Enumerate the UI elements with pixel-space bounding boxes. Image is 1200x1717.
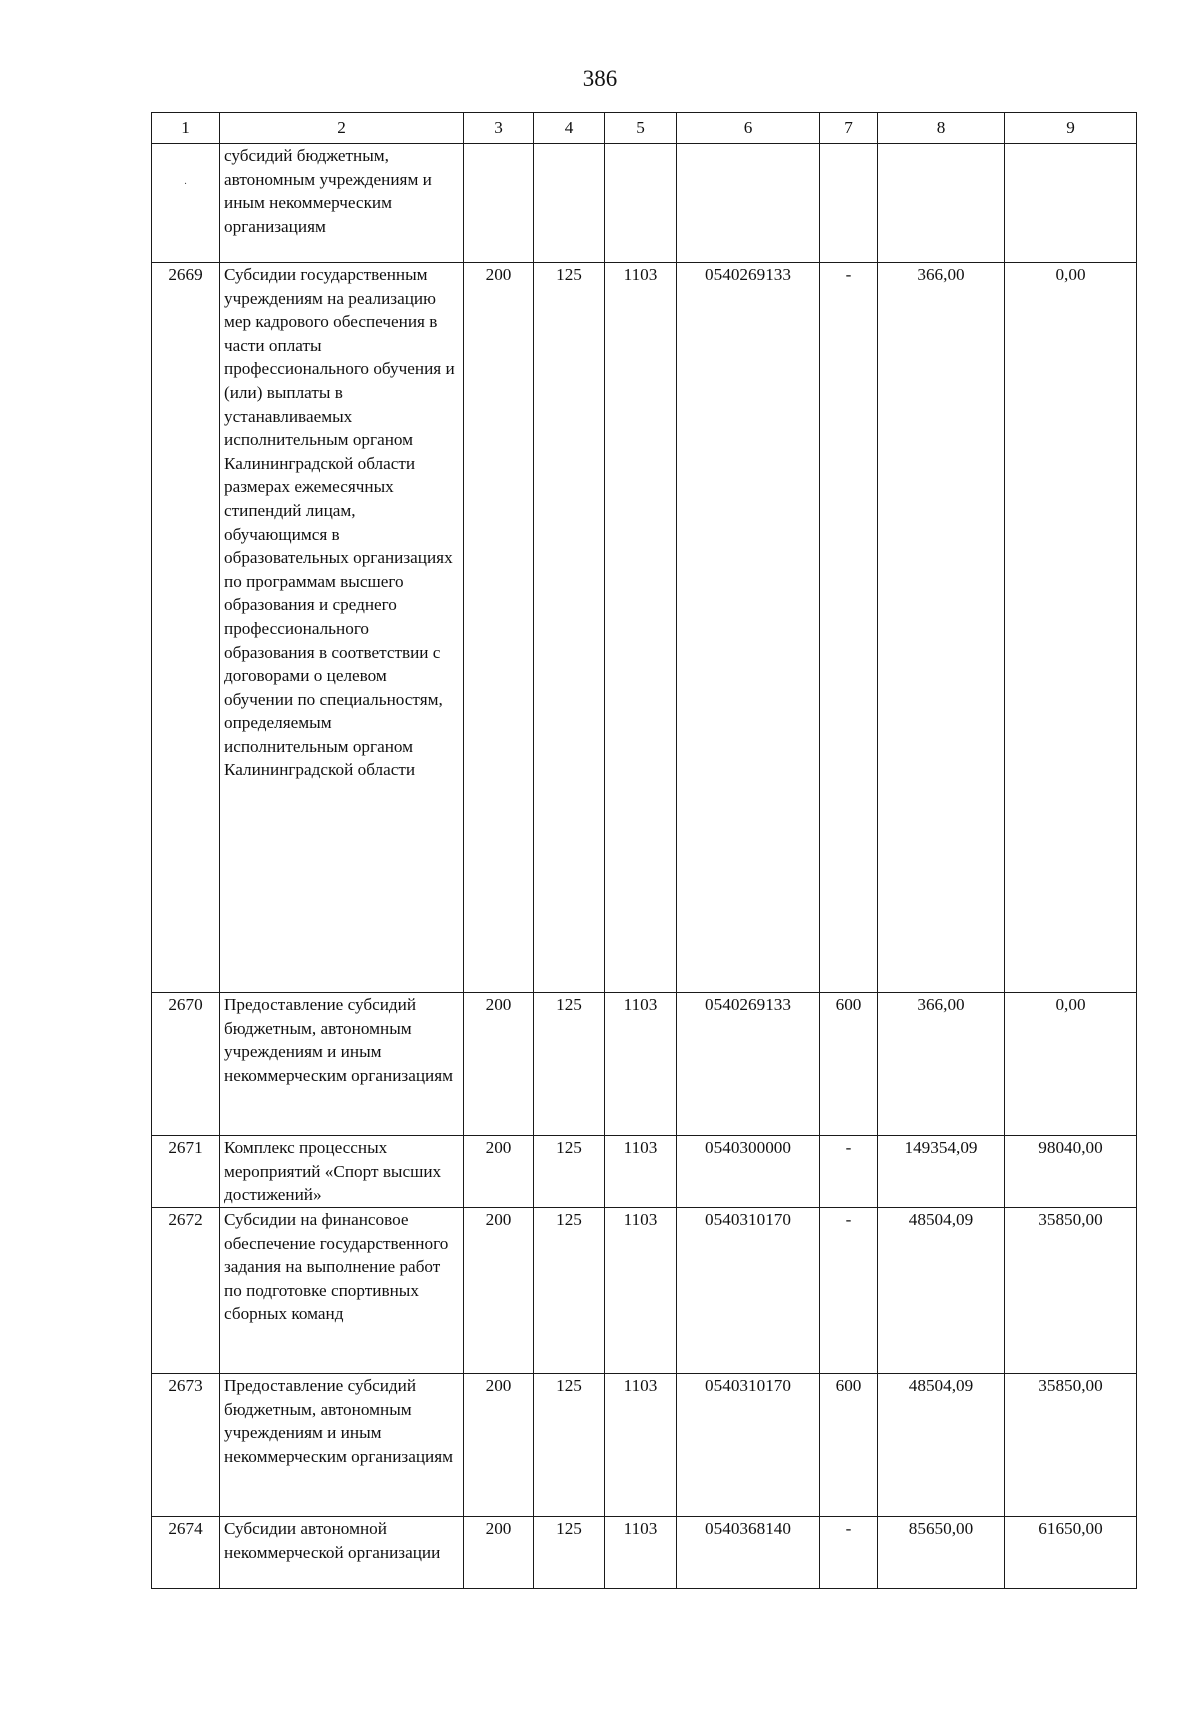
cell-col7: 600 (820, 1374, 878, 1517)
cell (878, 144, 1005, 263)
cell-col6: 0540269133 (677, 263, 820, 993)
row-number-cell: 2674 (152, 1517, 220, 1589)
cell (464, 144, 534, 263)
page-number: 386 (582, 66, 618, 91)
cell-col6: 0540368140 (677, 1517, 820, 1589)
cell (534, 144, 605, 263)
row-name-cell: Предоставление субсидий бюджетным, автономным учреждениям и иным некоммерческим организациям (220, 993, 464, 1136)
cell-col5: 1103 (605, 1374, 677, 1517)
cell-col5: 1103 (605, 263, 677, 993)
cell-col8: 85650,00 (878, 1517, 1005, 1589)
row-name-cell: Субсидии на финансовое обеспечение государственного задания на выполнение работ по подготовке спортивных сборных команд (220, 1208, 464, 1374)
cell-col3: 200 (464, 263, 534, 993)
cell-col9: 0,00 (1005, 263, 1137, 993)
cell-col9: 98040,00 (1005, 1136, 1137, 1208)
cell (677, 144, 820, 263)
column-header: 3 (464, 113, 534, 144)
cell-col6: 0540300000 (677, 1136, 820, 1208)
cell-col9: 35850,00 (1005, 1374, 1137, 1517)
cell-col3: 200 (464, 1136, 534, 1208)
cell-col5: 1103 (605, 1136, 677, 1208)
column-header: 5 (605, 113, 677, 144)
cell-col7: - (820, 263, 878, 993)
row-name-cell: Субсидии автономной некоммерческой организации (220, 1517, 464, 1589)
cell-col3: 200 (464, 1208, 534, 1374)
cell-col5: 1103 (605, 1517, 677, 1589)
cell-col7: - (820, 1517, 878, 1589)
table-row (152, 263, 1137, 993)
row-name-cell: Предоставление субсидий бюджетным, автономным учреждениям и иным некоммерческим организациям (220, 1374, 464, 1517)
cell-col4: 125 (534, 1136, 605, 1208)
table-row (152, 1208, 1137, 1374)
column-header: 7 (820, 113, 878, 144)
row-number-cell: 2673 (152, 1374, 220, 1517)
column-header: 2 (220, 113, 464, 144)
table-row (152, 1374, 1137, 1517)
budget-table (151, 112, 1137, 1589)
cell-col9: 61650,00 (1005, 1517, 1137, 1589)
column-header: 8 (878, 113, 1005, 144)
cell-col7: - (820, 1208, 878, 1374)
cell-col9: 0,00 (1005, 993, 1137, 1136)
cell-col3: 200 (464, 993, 534, 1136)
cell (1005, 144, 1137, 263)
cell-col7: 600 (820, 993, 878, 1136)
cell-col8: 48504,09 (878, 1374, 1005, 1517)
row-number-cell: 2672 (152, 1208, 220, 1374)
cell-col8: 48504,09 (878, 1208, 1005, 1374)
column-header: 9 (1005, 113, 1137, 144)
cell-col4: 125 (534, 993, 605, 1136)
table-row-continuation (152, 144, 1137, 263)
row-name-cell: субсидий бюджетным, автономным учреждениям и иным некоммерческим организациям (220, 144, 464, 263)
column-header: 6 (677, 113, 820, 144)
cell-col7: - (820, 1136, 878, 1208)
row-number-cell: 2670 (152, 993, 220, 1136)
scan-speck: · (183, 179, 188, 190)
column-header: 1 (152, 113, 220, 144)
cell-col4: 125 (534, 1374, 605, 1517)
cell-col5: 1103 (605, 1208, 677, 1374)
row-number-cell (152, 144, 220, 263)
row-name-cell: Комплекс процессных мероприятий «Спорт высших достижений» (220, 1136, 464, 1208)
cell-col8: 149354,09 (878, 1136, 1005, 1208)
row-number-cell: 2671 (152, 1136, 220, 1208)
header-row (152, 113, 1137, 144)
cell-col6: 0540269133 (677, 993, 820, 1136)
cell-col3: 200 (464, 1374, 534, 1517)
cell-col8: 366,00 (878, 993, 1005, 1136)
cell (820, 144, 878, 263)
cell-col4: 125 (534, 1517, 605, 1589)
column-header: 4 (534, 113, 605, 144)
table-row (152, 1136, 1137, 1208)
cell-col4: 125 (534, 1208, 605, 1374)
cell-col3: 200 (464, 1517, 534, 1589)
row-name-cell: Субсидии государственным учреждениям на реализацию мер кадрового обеспечения в части оплаты профессионального обучения и (или) выплаты в устанавливаемых исполнительным органом Калининградской области размерах ежемесячных стипендий лицам, обучающимся в образовательных организациях по программам высшего образования и среднего профессионального образования в соответствии с договорами о целевом обучении по специальностям, определяемым исполнительным органом Калининградской области (220, 263, 464, 993)
table-row (152, 1517, 1137, 1589)
cell-col8: 366,00 (878, 263, 1005, 993)
row-number-cell: 2669 (152, 263, 220, 993)
cell-col9: 35850,00 (1005, 1208, 1137, 1374)
cell-col6: 0540310170 (677, 1374, 820, 1517)
cell-col6: 0540310170 (677, 1208, 820, 1374)
cell (605, 144, 677, 263)
cell-col4: 125 (534, 263, 605, 993)
cell-col5: 1103 (605, 993, 677, 1136)
table-row (152, 993, 1137, 1136)
